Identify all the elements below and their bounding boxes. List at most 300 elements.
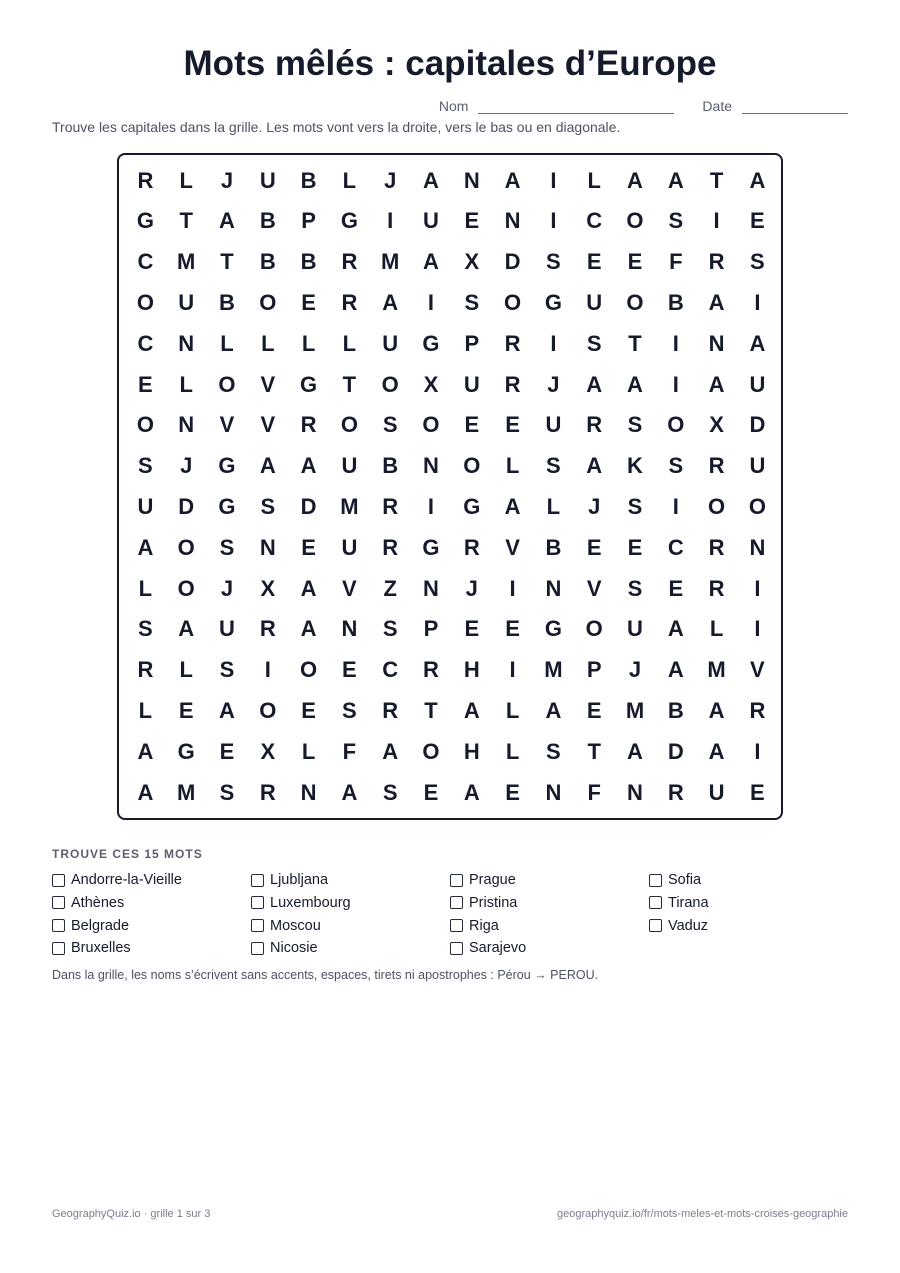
grid-cell[interactable]: T (709, 167, 724, 193)
grid-cell[interactable]: T (628, 330, 642, 356)
grid-cell[interactable]: A (300, 616, 317, 642)
grid-cell[interactable]: R (749, 697, 766, 723)
grid-cell[interactable]: E (586, 249, 602, 275)
grid-cell[interactable]: X (423, 371, 439, 397)
date-field[interactable] (742, 98, 848, 114)
grid-cell[interactable]: S (342, 697, 357, 723)
grid-cell[interactable]: A (219, 697, 235, 723)
grid-cell[interactable]: I (427, 289, 435, 315)
grid-cell[interactable]: L (342, 330, 357, 356)
grid-cell[interactable]: D (749, 412, 766, 438)
word-checkbox[interactable] (450, 942, 463, 955)
grid-cell[interactable]: R (586, 412, 603, 438)
grid-cell[interactable]: S (546, 249, 561, 275)
grid-cell[interactable]: E (301, 534, 316, 560)
grid-cell[interactable]: O (259, 289, 277, 315)
grid-cell[interactable]: G (340, 208, 358, 234)
grid-cell[interactable]: G (422, 534, 440, 560)
grid-cell[interactable]: B (300, 167, 317, 193)
grid-cell[interactable]: I (754, 738, 761, 764)
word-label: Bruxelles (71, 940, 131, 956)
grid-cell[interactable]: R (504, 371, 521, 397)
grid-cell[interactable]: A (545, 697, 562, 723)
grid-cell[interactable]: R (137, 167, 154, 193)
grid-cell[interactable]: S (546, 453, 561, 479)
grid-cell[interactable]: N (423, 575, 439, 601)
grid-cell[interactable]: O (504, 289, 522, 315)
grid-cell[interactable]: A (667, 167, 684, 193)
grid-cell[interactable]: E (301, 697, 316, 723)
grid-cell[interactable]: U (708, 779, 725, 805)
grid-cell[interactable]: F (587, 779, 601, 805)
grid-cell[interactable]: I (264, 657, 271, 683)
grid-cell[interactable]: S (586, 330, 602, 356)
grid-cell[interactable]: S (219, 779, 235, 805)
grid-cell[interactable]: V (219, 412, 235, 438)
grid-cell[interactable]: A (627, 167, 643, 193)
grid-cell[interactable]: X (709, 412, 724, 438)
grid-cell[interactable]: E (668, 575, 684, 601)
grid-cell[interactable]: O (177, 575, 195, 601)
grid-cell[interactable]: G (463, 493, 481, 519)
grid-cell[interactable]: R (382, 534, 399, 560)
grid-cell[interactable]: R (708, 575, 725, 601)
word-item (52, 870, 182, 890)
grid-cell[interactable]: A (708, 371, 725, 397)
grid-cell[interactable]: A (259, 453, 276, 479)
grid-cell[interactable]: C (382, 657, 399, 683)
grid-cell[interactable]: V (260, 412, 276, 438)
grid-cell[interactable]: A (504, 493, 521, 519)
grid-cell[interactable]: L (505, 453, 520, 479)
grid-cell[interactable]: A (708, 697, 725, 723)
grid-cell[interactable]: L (505, 738, 520, 764)
grid-cell[interactable]: O (422, 412, 440, 438)
word-list-heading: TROUVE CES 15 MOTS (52, 847, 203, 861)
word-item (450, 916, 499, 936)
grid-cell[interactable]: R (708, 249, 725, 275)
grid-cell[interactable]: E (219, 738, 235, 764)
grid-cell[interactable]: O (300, 657, 318, 683)
grid-cell[interactable]: N (708, 330, 725, 356)
word-checkbox[interactable] (52, 874, 65, 887)
grid-cell[interactable]: L (138, 697, 153, 723)
grid-cell[interactable]: E (423, 779, 439, 805)
word-checkbox[interactable] (450, 919, 463, 932)
grid-cell[interactable]: K (627, 453, 643, 479)
grid-cell[interactable]: E (505, 412, 520, 438)
grid-cell[interactable]: U (259, 167, 276, 193)
grid-cell[interactable]: E (464, 616, 480, 642)
grid-cell[interactable]: U (423, 208, 439, 234)
grid-cell[interactable]: G (218, 453, 236, 479)
grid-cell[interactable]: X (260, 575, 276, 601)
grid-cell[interactable]: E (627, 249, 643, 275)
grid-cell[interactable]: Z (383, 575, 397, 601)
name-label: Nom (438, 98, 469, 114)
grid-cell[interactable]: B (545, 534, 562, 560)
grid-cell[interactable]: P (464, 330, 480, 356)
grid-cell[interactable]: A (178, 616, 195, 642)
grid-cell[interactable]: R (382, 697, 399, 723)
word-checkbox[interactable] (649, 919, 662, 932)
grid-cell[interactable]: U (749, 371, 766, 397)
grid-cell[interactable]: L (261, 330, 275, 356)
word-label: Pristina (469, 894, 518, 911)
grid-cell[interactable]: N (463, 167, 480, 193)
grid-cell[interactable]: R (382, 493, 399, 519)
grid-cell[interactable]: R (708, 534, 725, 560)
grid-cell[interactable]: N (504, 208, 521, 234)
grid-cell[interactable]: S (382, 779, 398, 805)
grid-cell[interactable]: D (504, 249, 521, 275)
grid-cell[interactable]: E (178, 697, 194, 723)
grid-cell[interactable]: L (179, 167, 193, 193)
grid-cell[interactable]: R (259, 616, 276, 642)
grid-cell[interactable]: G (177, 738, 195, 764)
grid-cell[interactable]: A (749, 167, 766, 193)
grid-cell[interactable]: E (586, 697, 602, 723)
grid-cell[interactable]: O (340, 412, 358, 438)
grid-cell[interactable]: A (137, 534, 154, 560)
grid-cell[interactable]: S (382, 616, 398, 642)
grid-cell[interactable]: J (220, 167, 234, 193)
grid-cell[interactable]: A (463, 779, 480, 805)
grid-cell[interactable]: S (627, 412, 643, 438)
word-item (450, 870, 516, 890)
grid-cell[interactable]: O (381, 371, 399, 397)
word-item (649, 893, 709, 913)
grid-cell[interactable]: S (138, 453, 153, 479)
grid-cell[interactable]: I (672, 330, 679, 356)
grid-cell[interactable]: C (137, 330, 154, 356)
grid-cell[interactable]: L (138, 575, 153, 601)
word-label: Prague (469, 872, 516, 888)
grid-cell[interactable]: D (300, 493, 317, 519)
grid-cell[interactable]: I (427, 493, 435, 519)
grid-cell[interactable]: A (667, 657, 684, 683)
grid-cell[interactable]: M (544, 657, 563, 683)
grid-cell[interactable]: G (300, 371, 318, 397)
name-date-row (439, 96, 848, 114)
grid-cell[interactable]: L (220, 330, 234, 356)
grid-cell[interactable]: U (178, 289, 195, 315)
grid-cell[interactable]: I (754, 616, 761, 642)
grid-cell[interactable]: V (586, 575, 602, 601)
grid-cell[interactable]: A (586, 371, 603, 397)
grid-cell[interactable]: N (300, 779, 317, 805)
grid-cell[interactable]: T (424, 697, 438, 723)
word-checkbox[interactable] (52, 919, 65, 932)
grid-cell[interactable]: O (626, 289, 644, 315)
grid-cell[interactable]: A (137, 738, 154, 764)
grid-cell[interactable]: U (137, 493, 154, 519)
letter-grid (117, 153, 783, 820)
grid-cell[interactable]: A (423, 167, 439, 193)
grid-cell[interactable]: D (667, 738, 684, 764)
grid-cell[interactable]: R (667, 779, 684, 805)
grid-cell[interactable]: N (259, 534, 276, 560)
grid-cell[interactable]: U (219, 616, 235, 642)
grid-cell[interactable]: V (260, 371, 276, 397)
grid-cell[interactable]: U (627, 616, 643, 642)
grid-cell[interactable]: I (672, 371, 679, 397)
grid-cell[interactable]: I (754, 575, 761, 601)
grid-cell[interactable]: T (220, 249, 234, 275)
grid-cell[interactable]: F (342, 738, 357, 764)
grid-cell[interactable]: S (382, 412, 398, 438)
grid-cell[interactable]: E (505, 779, 520, 805)
grid-cell[interactable]: L (709, 616, 724, 642)
word-checkbox[interactable] (52, 942, 65, 955)
grid-cell[interactable]: U (586, 289, 603, 315)
grid-cell[interactable]: N (423, 453, 439, 479)
grid-cell[interactable]: G (136, 208, 154, 234)
grid-cell[interactable]: U (382, 330, 399, 356)
word-checkbox[interactable] (52, 896, 65, 909)
grid-cell[interactable]: L (301, 738, 316, 764)
grid-cell[interactable]: J (588, 493, 601, 519)
grid-cell[interactable]: C (137, 249, 154, 275)
grid-cell[interactable]: B (219, 289, 235, 315)
grid-cell[interactable]: R (341, 249, 358, 275)
word-checkbox[interactable] (251, 896, 264, 909)
grid-cell[interactable]: S (668, 453, 684, 479)
grid-cell[interactable]: B (382, 453, 399, 479)
grid-cell[interactable]: S (219, 657, 235, 683)
grid-cell[interactable]: S (627, 575, 643, 601)
grid-cell[interactable]: M (340, 493, 359, 519)
grid-cell[interactable]: A (627, 371, 643, 397)
grid-cell[interactable]: L (342, 167, 357, 193)
grid-cell[interactable]: B (300, 249, 317, 275)
footer-left: GeographyQuiz.io · grille 1 sur 3 (52, 1208, 211, 1220)
grid-cell[interactable]: S (546, 738, 561, 764)
grid-note: Dans la grille, les noms s’écrivent sans accents, espaces, tirets ni apostrophes : Pérou → PEROU. (52, 968, 599, 982)
grid-cell[interactable]: V (505, 534, 520, 560)
word-label: Andorre-la-Vieille (71, 872, 182, 888)
grid-cell[interactable]: H (463, 738, 480, 764)
word-item (251, 938, 318, 958)
grid-cell[interactable]: I (550, 208, 557, 234)
grid-cell[interactable]: T (342, 371, 357, 397)
grid-cell[interactable]: A (382, 738, 399, 764)
footer-right: geographyquiz.io/fr/mots-meles-et-mots-croises-geographie (556, 1208, 848, 1220)
word-label: Moscou (270, 917, 321, 934)
grid-cell[interactable]: I (509, 575, 516, 601)
grid-cell[interactable]: E (138, 371, 153, 397)
word-item (251, 870, 328, 890)
grid-cell[interactable]: E (342, 657, 357, 683)
grid-cell[interactable]: I (387, 208, 394, 234)
grid-cell[interactable]: I (754, 289, 761, 315)
grid-cell[interactable]: T (587, 738, 601, 764)
grid-cell[interactable]: A (219, 208, 235, 234)
grid-cell[interactable]: I (713, 208, 720, 234)
grid-cell[interactable]: L (179, 657, 193, 683)
grid-cell[interactable]: A (586, 453, 603, 479)
grid-cell[interactable]: J (220, 575, 234, 601)
grid-cell[interactable]: A (300, 453, 317, 479)
grid-cell[interactable]: R (259, 779, 276, 805)
grid-cell[interactable]: L (179, 371, 193, 397)
grid-cell[interactable]: X (260, 738, 276, 764)
grid-cell[interactable]: N (749, 534, 766, 560)
word-label: Riga (469, 917, 499, 934)
grid-cell[interactable]: O (463, 453, 481, 479)
grid-cell[interactable]: R (463, 534, 480, 560)
grid-cell[interactable]: I (550, 330, 557, 356)
grid-cell[interactable]: U (463, 371, 480, 397)
grid-cell[interactable]: N (627, 779, 643, 805)
grid-cell[interactable]: G (544, 289, 562, 315)
grid-cell[interactable]: E (464, 208, 480, 234)
grid-cell[interactable]: B (259, 249, 276, 275)
word-item (52, 938, 131, 958)
grid-cell[interactable]: A (708, 738, 725, 764)
grid-cell[interactable]: A (463, 697, 480, 723)
grid-cell[interactable]: P (301, 208, 316, 234)
grid-cell[interactable]: M (177, 249, 196, 275)
grid-cell[interactable]: B (667, 289, 684, 315)
grid-cell[interactable]: O (136, 412, 154, 438)
grid-cell[interactable]: O (177, 534, 195, 560)
grid-cell[interactable]: A (708, 289, 725, 315)
word-label: Sarajevo (469, 940, 527, 956)
page-title: Mots mêlés : capitales d’Europe (183, 44, 717, 83)
grid-cell[interactable]: E (586, 534, 602, 560)
grid-cell[interactable]: A (504, 167, 521, 193)
grid-cell[interactable]: A (423, 249, 439, 275)
grid-cell[interactable]: I (672, 493, 679, 519)
grid-cell[interactable]: O (422, 738, 440, 764)
grid-cell[interactable]: D (178, 493, 195, 519)
grid-cell[interactable]: A (300, 575, 317, 601)
grid-cell[interactable]: O (626, 208, 644, 234)
grid-cell[interactable]: J (628, 657, 642, 683)
grid-cell[interactable]: S (464, 289, 480, 315)
grid-cell[interactable]: R (708, 453, 725, 479)
grid-cell[interactable]: R (137, 657, 154, 683)
grid-cell[interactable]: E (750, 208, 765, 234)
grid-cell[interactable]: R (504, 330, 521, 356)
grid-cell[interactable]: B (259, 208, 276, 234)
grid-cell[interactable]: N (178, 412, 195, 438)
grid-cell[interactable]: O (218, 371, 236, 397)
grid-cell[interactable]: N (545, 779, 562, 805)
grid-cell[interactable]: O (667, 412, 685, 438)
grid-cell[interactable]: M (177, 779, 196, 805)
grid-cell[interactable]: M (707, 657, 726, 683)
grid-cell[interactable]: F (669, 249, 683, 275)
word-checkbox[interactable] (450, 874, 463, 887)
grid-cell[interactable]: R (341, 289, 358, 315)
word-checkbox[interactable] (649, 874, 662, 887)
grid-cell[interactable]: O (748, 493, 766, 519)
grid-cell[interactable]: B (667, 697, 684, 723)
grid-cell[interactable]: T (179, 208, 193, 234)
word-checkbox[interactable] (450, 896, 463, 909)
grid-cell[interactable]: O (708, 493, 726, 519)
grid-cell[interactable]: X (464, 249, 480, 275)
grid-cell[interactable]: N (545, 575, 562, 601)
grid-cell[interactable]: O (136, 289, 154, 315)
word-checkbox[interactable] (251, 919, 264, 932)
word-item (251, 916, 321, 936)
grid-cell[interactable]: L (546, 493, 561, 519)
grid-cell[interactable]: R (300, 412, 317, 438)
grid-cell[interactable]: G (544, 616, 562, 642)
grid-cell[interactable]: C (667, 534, 684, 560)
word-checkbox[interactable] (251, 942, 264, 955)
word-label: Nicosie (270, 940, 318, 956)
grid-cell[interactable]: S (750, 249, 765, 275)
grid-cell[interactable]: A (667, 616, 684, 642)
grid-cell[interactable]: O (585, 616, 603, 642)
grid-cell[interactable]: I (550, 167, 557, 193)
grid-cell[interactable]: G (422, 330, 440, 356)
grid-cell[interactable]: L (587, 167, 601, 193)
grid-cell[interactable]: E (301, 289, 316, 315)
grid-cell[interactable]: J (547, 371, 560, 397)
grid-cell[interactable]: E (505, 616, 520, 642)
word-item (251, 893, 351, 913)
grid-cell[interactable]: E (464, 412, 480, 438)
grid-cell[interactable]: V (342, 575, 357, 601)
grid-cell[interactable]: S (627, 493, 643, 519)
grid-cell[interactable]: A (382, 289, 399, 315)
grid-cell[interactable]: N (178, 330, 195, 356)
grid-cell[interactable]: U (749, 453, 766, 479)
grid-cell[interactable]: L (301, 330, 316, 356)
grid-cell[interactable]: M (625, 697, 645, 723)
grid-cell[interactable]: E (627, 534, 643, 560)
grid-cell[interactable]: S (138, 616, 153, 642)
grid-cell[interactable]: V (750, 657, 765, 683)
grid-cell[interactable]: J (384, 167, 397, 193)
grid-cell[interactable]: U (341, 534, 358, 560)
word-label: Belgrade (71, 917, 130, 934)
grid-cell[interactable]: U (545, 412, 562, 438)
name-field[interactable] (478, 98, 674, 114)
grid-cell[interactable]: S (260, 493, 276, 519)
grid-cell[interactable]: A (627, 738, 643, 764)
grid-cell[interactable]: H (463, 657, 480, 683)
grid-cell[interactable]: P (586, 657, 602, 683)
grid-cell[interactable]: I (509, 657, 516, 683)
grid-cell[interactable]: O (259, 697, 277, 723)
word-checkbox[interactable] (251, 874, 264, 887)
grid-cell[interactable]: U (341, 453, 358, 479)
grid-cell[interactable]: R (423, 657, 439, 683)
grid-cell[interactable]: A (341, 779, 358, 805)
grid-cell[interactable]: A (137, 779, 154, 805)
grid-cell[interactable]: J (465, 575, 478, 601)
grid-cell[interactable]: L (505, 697, 520, 723)
grid-cell[interactable]: M (381, 249, 400, 275)
grid-cell[interactable]: A (749, 330, 766, 356)
word-label: Athènes (71, 894, 125, 911)
grid-cell[interactable]: J (180, 453, 193, 479)
grid-cell[interactable]: P (423, 616, 439, 642)
grid-cell[interactable]: N (341, 616, 358, 642)
grid-cell[interactable]: C (586, 208, 603, 234)
grid-cell[interactable]: E (750, 779, 765, 805)
grid-cell[interactable]: S (668, 208, 684, 234)
word-checkbox[interactable] (649, 896, 662, 909)
grid-cell[interactable]: S (219, 534, 235, 560)
grid-cell[interactable]: G (218, 493, 236, 519)
